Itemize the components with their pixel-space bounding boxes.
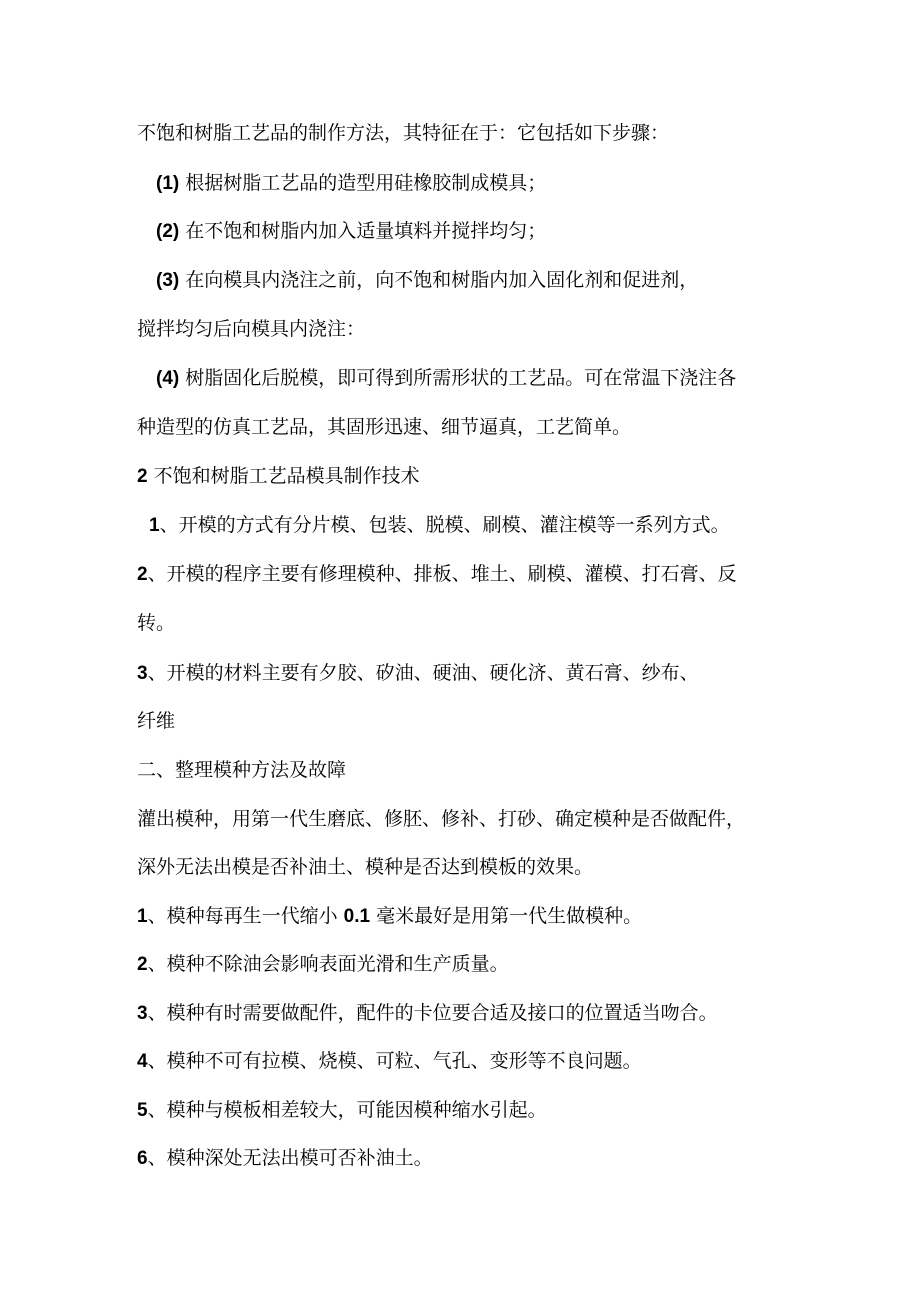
step-3-continued: 搅拌均匀后向模具内浇注： bbox=[137, 318, 366, 340]
list-item: 3、模种有时需要做配件，配件的卡位要合适及接口的位置适当吻合。 bbox=[137, 1002, 718, 1024]
list-item: 2、模种不除油会影响表面光滑和生产质量。 bbox=[137, 953, 509, 975]
list-item: 6、模种深处无法出模可否补油土。 bbox=[137, 1147, 433, 1169]
section-number: 2 bbox=[137, 466, 148, 487]
section-heading-two: 二、整理模种方法及故障 bbox=[137, 759, 347, 781]
step-number: (1) bbox=[156, 173, 180, 194]
step-3: (3) 在向模具内浇注之前，向不饱和树脂内加入固化剂和促进剂， bbox=[156, 269, 699, 291]
list-item: 4、模种不可有拉模、烧模、可粒、气孔、变形等不良问题。 bbox=[137, 1050, 642, 1072]
list-item-continued: 纤维 bbox=[137, 710, 176, 732]
intro-paragraph: 不饱和树脂工艺品的制作方法，其特征在于：它包括如下步骤： bbox=[137, 122, 670, 144]
paragraph: 灌出模种，用第一代生磨底、修胚、修补、打砂、确定模种是否做配件， bbox=[137, 808, 746, 830]
list-item: 1、开模的方式有分片模、包装、脱模、刷模、灌注模等一系列方式。 bbox=[149, 514, 730, 536]
section-heading-2: 2 不饱和树脂工艺品模具制作技术 bbox=[137, 465, 420, 487]
step-2: (2) 在不饱和树脂内加入适量填料并搅拌均匀； bbox=[156, 220, 547, 242]
list-item: 1、模种每再生一代缩小 0.1 毫米最好是用第一代生做模种。 bbox=[137, 905, 643, 927]
paragraph-continued: 深外无法出模是否补油土、模种是否达到模板的效果。 bbox=[137, 856, 594, 878]
list-item-continued: 转。 bbox=[137, 612, 176, 634]
list-item: 3、开模的材料主要有夕胶、矽油、硬油、硬化济、黄石膏、纱布、 bbox=[137, 662, 699, 684]
step-number: (2) bbox=[156, 221, 180, 242]
list-item: 2、开模的程序主要有修理模种、排板、堆土、刷模、灌模、打石膏、反 bbox=[137, 563, 737, 585]
step-number: (3) bbox=[156, 270, 180, 291]
step-1: (1) 根据树脂工艺品的造型用硅橡胶制成模具； bbox=[156, 172, 547, 194]
list-item: 5、模种与模板相差较大，可能因模种缩水引起。 bbox=[137, 1099, 547, 1121]
step-4-continued: 种造型的仿真工艺品，其固形迅速、细节逼真，工艺简单。 bbox=[137, 416, 632, 438]
step-4: (4) 树脂固化后脱模，即可得到所需形状的工艺品。可在常温下浇注各 bbox=[156, 367, 737, 389]
step-number: (4) bbox=[156, 368, 180, 389]
